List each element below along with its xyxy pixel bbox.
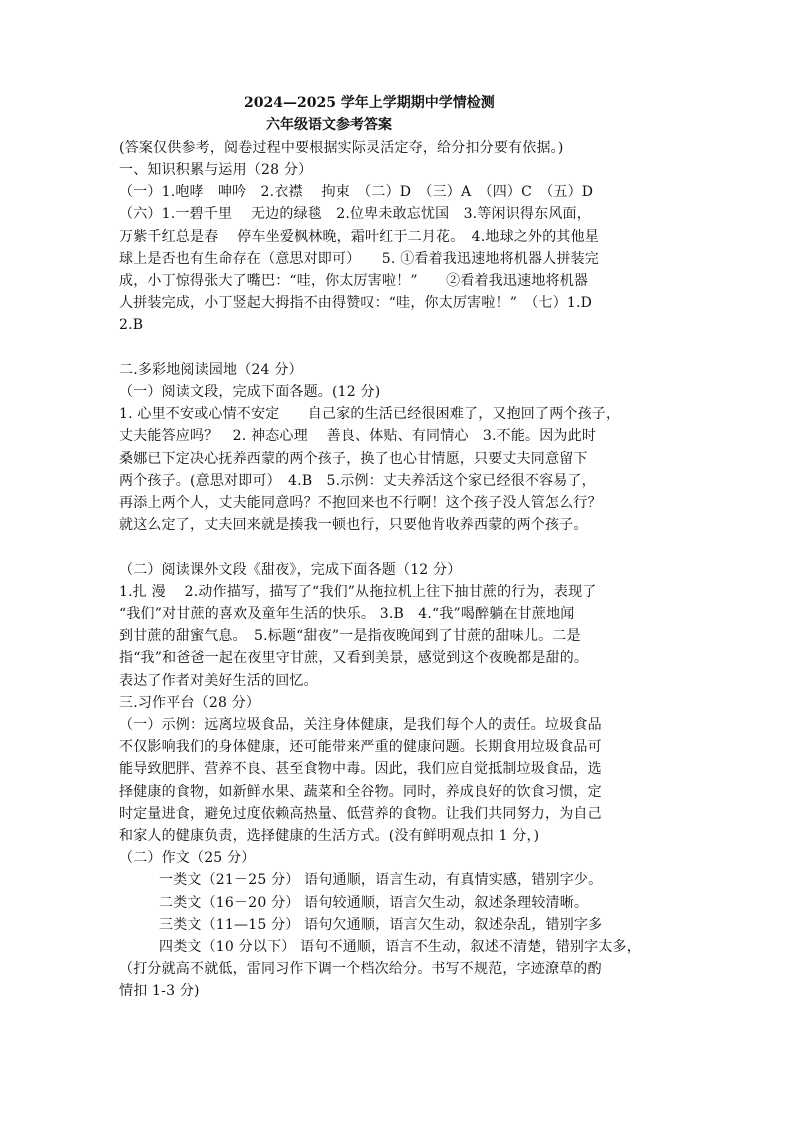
- answer-line: 三.习作平台（28 分）: [119, 694, 261, 711]
- answer-line: 择健康的食物，如新鲜水果、蔬菜和全谷物。同时，养成良好的饮食习惯，定: [119, 783, 602, 800]
- grade-criteria-line: 三类文（11—15 分） 语句欠通顺，语言欠生动，叙述杂乱，错别字多: [159, 916, 603, 933]
- answer-line: “我们”对甘蔗的喜欢及童年生活的快乐。 3.B 4.“我”喝醉躺在甘蔗地闻: [119, 606, 575, 622]
- answer-line: 能导致肥胖、营养不良、甚至食物中毒。因此，我们应自觉抵制垃圾食品，选: [119, 761, 602, 778]
- grade-criteria-line: 一类文（21－25 分） 语句通顺，语言生动，有真情实感，错别字少。: [159, 872, 603, 889]
- answer-line: 桑娜已下定决心抚养西蒙的两个孩子，换了也心甘情愿，只要丈夫同意留下: [119, 450, 588, 467]
- answer-line: 球上是否也有生命存在（意思对即可） 5. ①看着我迅速地将机器人拼装完: [119, 250, 600, 267]
- answer-line: 和家人的健康负责，选择健康的生活方式。(没有鲜明观点扣 1 分，): [119, 828, 540, 844]
- answer-line: （二）阅读课外文段《甜夜》，完成下面各题（12 分）: [119, 561, 462, 578]
- answer-line: 成，小丁惊得张大了嘴巴：“哇，你太厉害啦！” ②看着我迅速地将机器: [119, 273, 589, 289]
- answer-line: 指“我”和爸爸一起在夜里守甘蔗，又看到美景，感觉到这个夜晚都是甜的。: [119, 650, 589, 667]
- answer-line: 万紫千红总是春 停车坐爱枫林晚，霜叶红于二月花。 4.地球之外的其他星: [119, 228, 600, 245]
- answer-line: 丈夫能答应吗？ 2. 神态心理 善良、体贴、有同情心 3.不能。因为此时: [119, 428, 597, 445]
- answer-line: 到甘蔗的甜蜜气息。 5.标题“甜夜”一是指夜晚闻到了甘蔗的甜味儿。二是: [119, 628, 581, 645]
- document-subtitle: 六年级语文参考答案: [266, 117, 392, 133]
- answer-line: 两个孩子。(意思对即可） 4.B 5.示例：丈夫养活这个家已经很不容易了，: [119, 472, 596, 489]
- grade-criteria-line: 四类文（10 分以下） 语句不通顺，语言不生动，叙述不清楚，错别字太多，: [159, 939, 641, 955]
- answer-line: （一）1.咆哮 呻吟 2.衣襟 拘束 （二）D （三）A （四）C （五）D: [119, 184, 594, 201]
- answer-line: （六）1.一碧千里 无边的绿毯 2.位卑未敢忘忧国 3.等闲识得东风面，: [119, 206, 591, 223]
- scoring-note: (答案仅供参考，阅卷过程中要根据实际灵活定夺，给分扣分要有依据。): [119, 140, 564, 156]
- answer-line: 时定量进食，避免过度依赖高热量、低营养的食物。让我们共同努力，为自己: [119, 805, 602, 822]
- answer-line: 二.多彩地阅读园地（24 分）: [119, 361, 303, 378]
- answer-line: （一）示例：远离垃圾食品，关注身体健康，是我们每个人的责任。垃圾食品: [119, 717, 602, 733]
- answer-line: （一）阅读文段，完成下面各题。(12 分): [119, 384, 381, 400]
- grade-criteria-line: 二类文（16－20 分） 语句较通顺，语言欠生动，叙述条理较清晰。: [159, 894, 589, 911]
- answer-line: 1. 心里不安或心情不安定 自己家的生活已经很困难了，又抱回了两个孩子，: [119, 406, 621, 423]
- answer-line: 表达了作者对美好生活的回忆。: [119, 672, 318, 689]
- tail-note-line: （打分就高不就低，雷同习作下调一个档次给分。书写不规范，字迹潦草的酌: [119, 961, 602, 978]
- document-title: 2024—2025 学年上学期期中学情检测: [244, 95, 495, 111]
- answer-line: 一、知识积累与运用（28 分）: [119, 162, 313, 178]
- tail-note-line: 情扣 1-3 分): [119, 983, 200, 1000]
- answer-line: 2.B: [119, 317, 144, 334]
- answer-line: 就这么定了，丈夫回来就是揍我一顿也行，只要他肯收养西蒙的两个孩子。: [119, 517, 588, 534]
- answer-line: 1.扎 漫 2.动作描写，描写了“我们”从拖拉机上往下抽甘蔗的行为，表现了: [119, 583, 597, 600]
- answer-line: （二）作文（25 分）: [119, 850, 256, 867]
- answer-line: 人拼装完成，小丁竖起大拇指不由得赞叹：“哇，你太厉害啦！” （七）1.D: [119, 295, 593, 312]
- answer-line: 不仅影响我们的身体健康，还可能带来严重的健康问题。长期食用垃圾食品可: [119, 739, 602, 756]
- answer-line: 再添上两个人，丈夫能同意吗？不抱回来也不行啊！这个孩子没人管怎么行？: [119, 495, 602, 511]
